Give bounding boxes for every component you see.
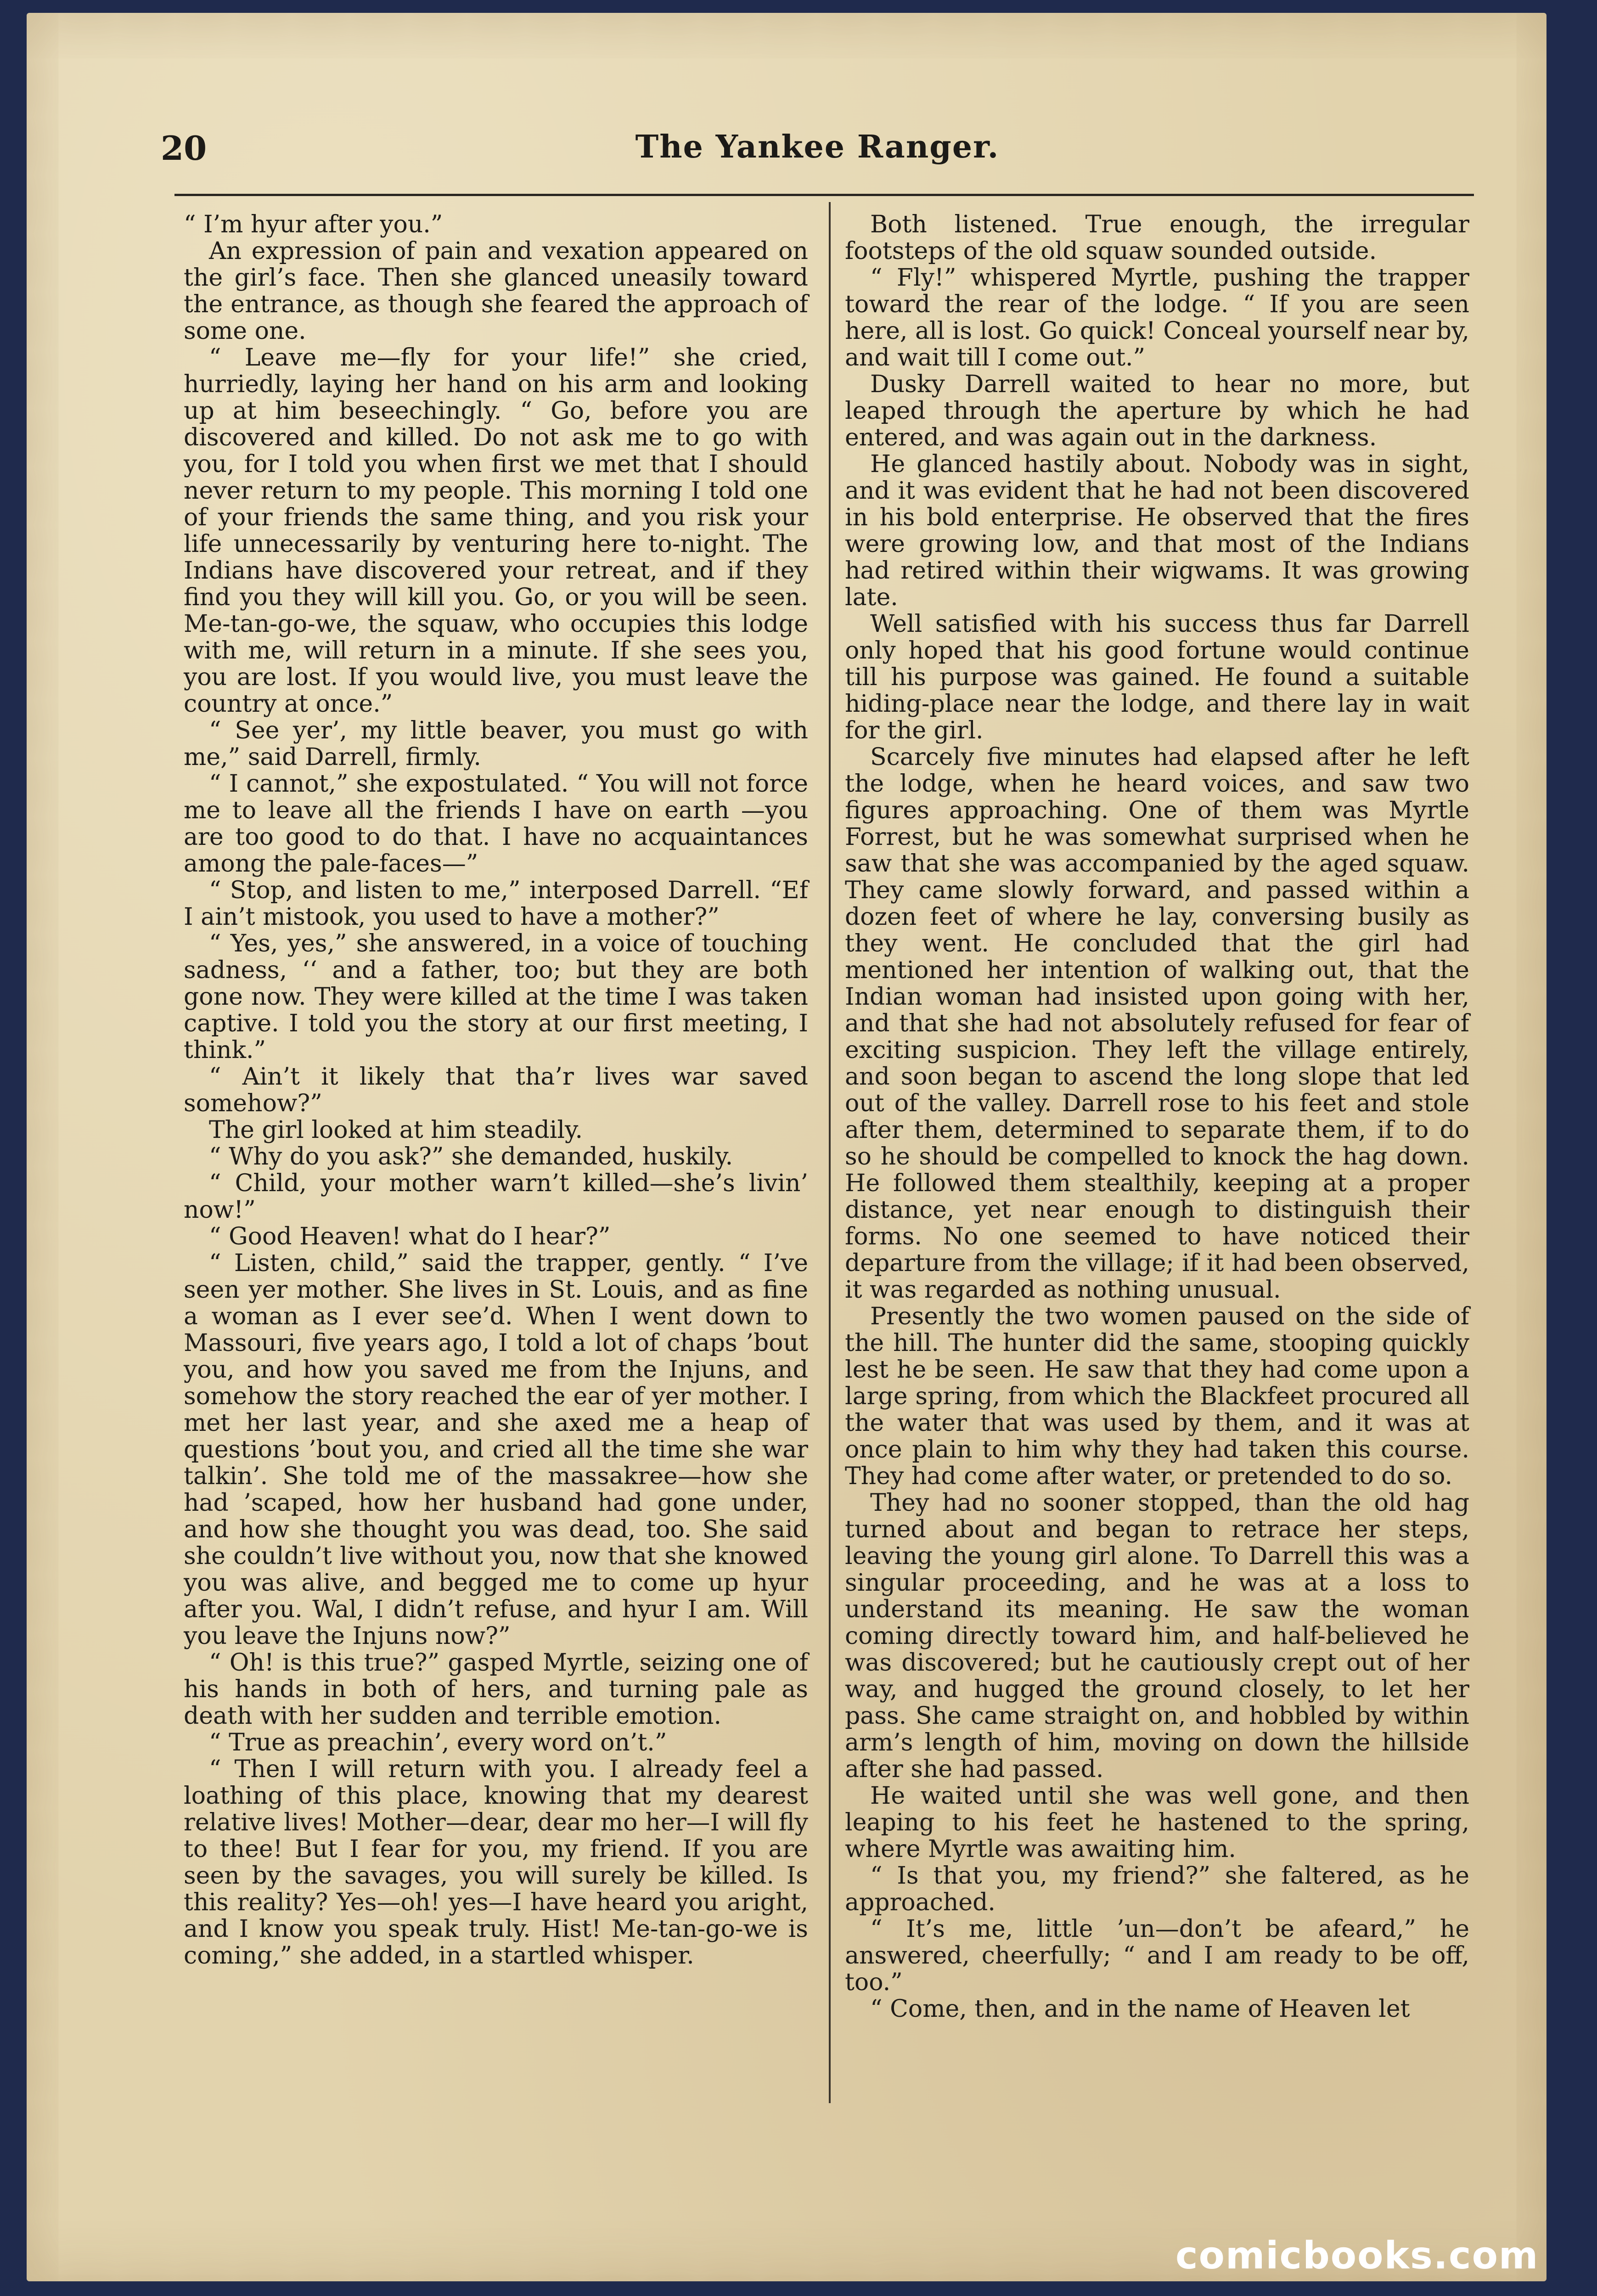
page-header (161, 124, 1474, 170)
paragraph: “ Come, then, and in the name of Heaven let (870, 1995, 1410, 2023)
paragraph: “ Why do you ask?” she demanded, huskily. (209, 1143, 733, 1171)
watermark: comicbooks.com (1175, 2234, 1539, 2278)
paragraph: Scarcely five minutes had elapsed after he left the lodge, when he heard voices, and saw two figures approaching. One of them was Myrtle Forrest, but he was somewhat surprised when he saw that she was accompanied by the aged squaw. They came slowly forward, and passed within a dozen feet of where he lay, conversing busily as they went. He concluded that the girl had mentioned her intention of walking out, that the Indian woman had insisted upon going with her, and that she had not absolutely refused for fear of exciting suspicion. They left the village entirely, and soon began to ascend the long slope that led out of the valley. Darrell rose to his feet and stole after them, determined to separate them, if to do so he should be compelled to knock the hag down. He followed them stealthily, keeping at a proper distance, yet near enough to distinguish their forms. No one seemed to have noticed their departure from the village; if it had been observed, it was regarded as nothing unusual. (845, 743, 1469, 1304)
paragraph: “ It’s me, little ’un—don’t be afeard,” he answered, cheerfully; “ and I am ready to be off, too.” (845, 1915, 1469, 1996)
paragraph: “ Oh! is this true?” gasped Myrtle, seizing one of his hands in both of hers, and turning pale as death with her sudden and terrible emotion. (184, 1649, 808, 1730)
paragraph: “ Ain’t it likely that tha’r lives war saved somehow?” (184, 1063, 808, 1117)
paragraph: Dusky Darrell waited to hear no more, but leaped through the aperture by which he had entered, and was again out in the darkness. (845, 371, 1469, 451)
paragraph: “ Is that you, my friend?” she faltered, as he approached. (845, 1862, 1469, 1916)
paragraph: He waited until she was well gone, and then leaping to his feet he hastened to the spring, where Myrtle was awaiting him. (845, 1782, 1469, 1863)
paragraph: He glanced hastily about. Nobody was in sight, and it was evident that he had not been discovered in his bold enterprise. He observed that the fires were growing low, and that most of the Indians had retired within their wigwams. It was growing late. (845, 450, 1469, 611)
paragraph: “ Fly!” whispered Myrtle, pushing the trapper toward the rear of the lodge. “ If you are seen here, all is lost. Go quick! Conceal yourself near by, and wait till I come out.” (845, 264, 1469, 371)
paragraph: “ True as preachin’, every word on’t.” (209, 1729, 667, 1756)
paragraph: “ I cannot,” she expostulated. “ You will not force me to leave all the friends I have on earth —you are too good to do that. I have no acquaintances among the pale-faces—” (184, 770, 808, 878)
paragraph: “ Good Heaven! what do I hear?” (209, 1223, 611, 1250)
paragraph: “ I’m hyur after you.” (184, 211, 443, 238)
paragraph: “ Listen, child,” said the trapper, gently. “ I’ve seen yer mother. She lives in St. Louis, and as fine a woman as I ever see’d. When I went down to Massouri, five years ago, I told a lot of chaps ’bout you, and how you saved me from the Injuns, and somehow the story reached the ear of yer mother. I met her last year, and she axed me a heap of questions ’bout you, and cried all the time she war talkin’. She told me of the massakree—how she had ’scaped, how her husband had gone under, and how she thought you was dead, too. She said she couldn’t live without you, now that she knowed you was alive, and begged me to come up hyur after you. Wal, I didn’t refuse, and hyur I am. Will you leave the Injuns now?” (184, 1249, 808, 1650)
paragraph: “ Yes, yes,” she answered, in a voice of touching sadness, ‘‘ and a father, too; but they are both gone now. They were killed at the time I was taken captive. I told you the story at our first meeting, I think.” (184, 930, 808, 1064)
paragraph: They had no sooner stopped, than the old hag turned about and began to retrace her steps, leaving the young girl alone. To Darrell this was a singular proceeding, and he was at a loss to understand its meaning. He saw the woman coming directly toward him, and half-believed he was discovered; but he cautiously crept out of her way, and hugged the ground closely, to let her pass. She came straight on, and hobbled by within arm’s length of him, moving on down the hillside after she had passed. (845, 1489, 1469, 1783)
paragraph: The girl looked at him steadily. (209, 1116, 583, 1144)
left-column (184, 211, 808, 1969)
column-divider (829, 202, 831, 2103)
paragraph: “ See yer’, my little beaver, you must go with me,” said Darrell, firmly. (184, 717, 808, 771)
paragraph: Both listened. True enough, the irregular footsteps of the old squaw sounded outside. (845, 211, 1469, 265)
header-rule (174, 194, 1474, 196)
page-number: 20 (161, 129, 207, 168)
running-title: The Yankee Ranger. (635, 129, 1000, 165)
paragraph: Well satisfied with his success thus far Darrell only hoped that his good fortune would continue till his purpose was gained. He found a suitable hiding-place near the lodge, and there lay in wait for the girl. (845, 610, 1469, 744)
paragraph: Presently the two women paused on the side of the hill. The hunter did the same, stooping quickly lest he be seen. He saw that they had come upon a large spring, from which the Blackfeet procured all the water that was used by them, and it was at once plain to him why they had taken this course. They had come after water, or pretended to do so. (845, 1303, 1469, 1490)
paragraph: An expression of pain and vexation appeared on the girl’s face. Then she glanced uneasily toward the entrance, as though she feared the approach of some one. (184, 237, 808, 345)
paragraph: “ Leave me—fly for your life!” she cried, hurriedly, laying her hand on his arm and looking up at him beseechingly. “ Go, before you are discovered and killed. Do not ask me to go with you, for I told you when first we met that I should never return to my people. This morning I told one of your friends the same thing, and you risk your life unnecessarily by venturing here to-night. The Indians have discovered your retreat, and if they find you they will kill you. Go, or you will be seen. Me-tan-go-we, the squaw, who occupies this lodge with me, will return in a minute. If she sees you, you are lost. If you would live, you must leave the country at once.” (184, 344, 808, 718)
paragraph: “ Child, your mother warn’t killed—she’s livin’ now!” (184, 1170, 808, 1224)
paragraph: “ Stop, and listen to me,” interposed Darrell. “Ef I ain’t mistook, you used to have a mother?” (184, 877, 808, 931)
paragraph: “ Then I will return with you. I already feel a loathing of this place, knowing that my dearest relative lives! Mother—dear, dear mo her—I will fly to thee! But I fear for you, my friend. If you are seen by the savages, you will surely be killed. Is this reality? Yes—oh! yes—I have heard you aright, and I know you speak truly. Hist! Me-tan-go-we is coming,” she added, in a startled whisper. (184, 1756, 808, 1970)
right-column (845, 211, 1469, 2022)
